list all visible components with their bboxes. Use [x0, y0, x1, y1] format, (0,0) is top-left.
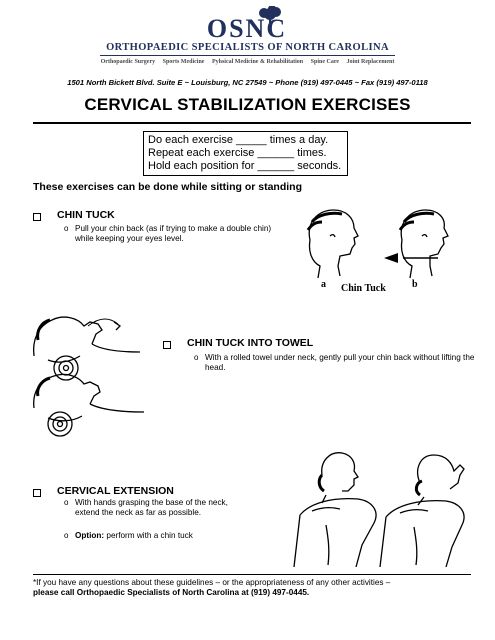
footer-line-1: *If you have any questions about these guidelines – or the appropriateness of any other activities –: [33, 578, 391, 587]
person-neutral-icon: [294, 453, 376, 567]
towel-illustration: [28, 300, 163, 440]
services-line: [0, 59, 495, 65]
instruction-box: [143, 131, 348, 176]
bullet-icon: o: [64, 531, 69, 540]
figure-label-b: b: [412, 279, 418, 290]
head-b-icon: [400, 210, 448, 278]
cervical-extension-checkbox[interactable]: [33, 489, 41, 497]
footer-divider: [33, 574, 471, 575]
chin-tuck-checkbox[interactable]: [33, 213, 41, 221]
cervical-extension-illustration: [292, 445, 472, 567]
title-divider: [33, 122, 471, 124]
chin-tuck-towel-bullet: o With a rolled towel under neck, gently pull your chin back without lifting the head.: [194, 353, 475, 372]
head-a-icon: [308, 210, 358, 278]
bullet-icon: o: [64, 498, 69, 507]
osnc-logo: [190, 6, 305, 42]
cervical-extension-option: o Option: perform with a chin tuck: [64, 531, 193, 540]
instruction-line: Hold each position for ______ seconds.: [148, 160, 342, 172]
intro-text: These exercises can be done while sitting or standing: [33, 181, 302, 193]
address-line: 1501 North Bickett Blvd. Suite E ~ Louisburg, NC 27549 ~ Phone (919) 497-0445 ~ Fax (919) 497-0118: [67, 78, 428, 87]
bullet-icon: o: [194, 353, 199, 362]
service-item: Sports Medicine: [162, 59, 205, 65]
chin-tuck-title: CHIN TUCK: [57, 209, 115, 221]
instruction-line: Repeat each exercise ______ times.: [148, 147, 327, 159]
figure-label-a: a: [321, 279, 326, 290]
lying-head-bottom-icon: [34, 374, 144, 436]
chin-tuck-towel-checkbox[interactable]: [163, 341, 171, 349]
cervical-extension-title: CERVICAL EXTENSION: [57, 485, 174, 497]
service-item: Joint Replacement: [346, 59, 395, 65]
bullet-icon: o: [64, 224, 69, 233]
chin-tuck-towel-title: CHIN TUCK INTO TOWEL: [187, 337, 314, 349]
cervical-extension-bullet: o With hands grasping the base of the neck, extend the neck as far as possible.: [64, 498, 228, 517]
figure-caption: Chin Tuck: [341, 283, 386, 294]
service-item: Orthopaedic Surgery: [100, 59, 156, 65]
chin-tuck-bullet: o Pull your chin back (as if trying to make a double chin) while keeping your eyes level.: [64, 224, 272, 243]
service-item: Spine Care: [310, 59, 340, 65]
org-name: ORTHOPAEDIC SPECIALISTS OF NORTH CAROLINA: [106, 42, 389, 53]
instruction-line: Do each exercise _____ times a day.: [148, 134, 329, 146]
lying-head-top-icon: [34, 317, 140, 362]
service-item: Pyhsical Medicine & Rehabilitation: [211, 59, 304, 65]
footer-line-2: please call Orthopaedic Specialists of North Carolina at (919) 497-0445.: [33, 588, 310, 597]
logo-text: OSNC: [206, 14, 288, 42]
page-title: CERVICAL STABILIZATION EXERCISES: [84, 95, 411, 114]
footer-note: [33, 578, 473, 598]
org-divider: [100, 55, 395, 56]
person-extended-icon: [380, 455, 464, 567]
